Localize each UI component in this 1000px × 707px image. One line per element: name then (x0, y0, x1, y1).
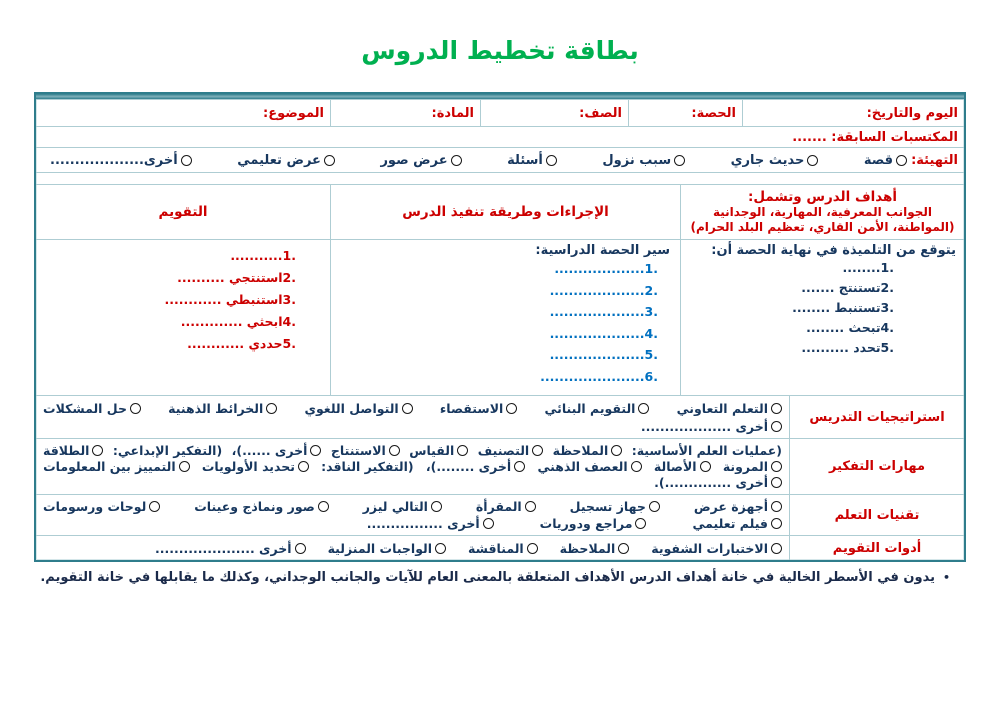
technologies-line-1 (43, 498, 782, 515)
warmup-option-presentation[interactable] (237, 153, 335, 168)
lesson-plan-page (0, 36, 1000, 586)
flow-item (339, 280, 662, 302)
item-number: 1. (282, 248, 296, 263)
radio-icon[interactable] (674, 155, 685, 166)
strategy-option-cooperative-learning[interactable] (677, 401, 782, 416)
option-label: تحديد الأولويات (201, 458, 295, 474)
field-cell-period[interactable] (628, 100, 742, 126)
option-label: الاختبارات الشفوية (651, 540, 768, 556)
expectation-item (689, 338, 898, 358)
option-label: القياس (409, 442, 455, 458)
flow-item (339, 258, 662, 280)
radio-icon[interactable] (92, 445, 103, 456)
option-label: عرض تعليمي (237, 152, 321, 168)
item-number: 5. (644, 347, 658, 362)
evaluation-tools-row (36, 535, 964, 560)
strategy-option-problem-solving[interactable] (43, 401, 141, 416)
evaluation-header-title: التقويم (158, 204, 208, 220)
thinking-line-2 (43, 458, 782, 474)
radio-icon[interactable] (389, 445, 400, 456)
thinking-option-other-critical[interactable] (654, 475, 782, 490)
expectation-item (689, 278, 898, 298)
option-label: الاستنتاج (330, 442, 386, 458)
lesson-plan-table (34, 92, 966, 562)
option-label: التعلم التعاوني (676, 400, 768, 416)
strategy-option-inquiry[interactable] (440, 401, 517, 416)
item-number: 3. (644, 304, 658, 319)
radio-icon[interactable] (483, 518, 494, 529)
footnote-text: يدون في الأسطر الخالية في خانة أهداف الدرس الأهداف المتعلقة بالمعنى العام للآيات والجانب الوجداني، وكذلك ما يقابلها في خانة التقويم. (40, 570, 935, 585)
radio-icon[interactable] (266, 403, 277, 414)
expectation-item (689, 298, 898, 318)
warmup-row (36, 147, 964, 172)
option-label: صور ونماذج وعينات (194, 499, 315, 514)
item-number: 2. (644, 282, 658, 298)
lesson-flow-list (339, 258, 672, 387)
option-label: أخرى ......)، (231, 442, 308, 458)
evaluation-list (44, 243, 322, 355)
technologies-line-2 (43, 515, 782, 532)
strategy-option-other[interactable] (641, 419, 782, 434)
item-text: .................... (549, 282, 645, 298)
tools-line-1 (43, 541, 782, 556)
radio-icon[interactable] (635, 518, 646, 529)
radio-icon[interactable] (181, 155, 192, 166)
radio-icon[interactable] (771, 461, 782, 472)
option-label: الخرائط الذهنية (168, 400, 264, 416)
radio-icon[interactable] (431, 501, 442, 512)
radio-icon[interactable] (525, 501, 536, 512)
footnote (30, 570, 950, 586)
radio-icon[interactable] (527, 543, 538, 554)
technologies-row (36, 494, 964, 535)
bullet-icon: • (942, 571, 950, 584)
warmup-option-revelation-reason[interactable] (602, 153, 685, 168)
thinking-line-3 (43, 475, 782, 491)
field-label-period: الحصة: (691, 105, 736, 121)
field-cell-class[interactable] (480, 100, 628, 126)
tool-option-other[interactable] (155, 541, 306, 556)
item-number: 2. (880, 280, 894, 295)
evaluation-item (44, 333, 300, 355)
objectives-body (681, 239, 964, 395)
header-fields-row (36, 100, 964, 126)
expectations-title: يتوقع من التلميذة في نهاية الحصة أن: (711, 243, 956, 258)
radio-icon[interactable] (457, 445, 468, 456)
tech-option-projectors[interactable] (694, 499, 782, 514)
item-number: 4. (282, 314, 296, 329)
option-label: التالي ليزر (362, 499, 428, 514)
strategies-row (36, 395, 964, 438)
procedures-header (331, 185, 680, 239)
objectives-header (681, 185, 964, 239)
option-label: أخرى ................ (366, 516, 480, 531)
item-number: 2. (282, 270, 296, 285)
radio-icon[interactable] (130, 403, 141, 414)
thinking-skills-row-label: مهارات التفكير (789, 439, 964, 494)
option-label: التواصل اللغوي (304, 400, 399, 416)
thinking-option-other-creative[interactable] (426, 459, 525, 474)
item-text: ........ (842, 260, 881, 275)
evaluation-item (44, 245, 300, 267)
option-label: أخرى ..................... (154, 540, 292, 556)
item-text: تحدد .......... (801, 340, 881, 355)
item-text: .................... (549, 325, 645, 341)
option-label: أخرى ................... (640, 418, 768, 434)
thinking-option-other-basic[interactable] (232, 443, 322, 458)
thinking-option-information-discrimination[interactable] (43, 459, 190, 474)
radio-icon[interactable] (506, 403, 517, 414)
thinking-option-originality[interactable] (654, 459, 711, 474)
radio-icon[interactable] (638, 403, 649, 414)
evaluation-body (36, 239, 330, 395)
option-label: الملاحظة (552, 442, 609, 458)
item-text: ابحثي ............. (180, 314, 283, 329)
item-number: 1. (880, 260, 894, 275)
option-label: الواجبات المنزلية (327, 540, 433, 556)
item-text: تستنتج ....... (801, 280, 881, 295)
radio-icon[interactable] (324, 155, 335, 166)
thinking-skills-content (36, 439, 789, 494)
thinking-option-flexibility[interactable] (723, 459, 782, 474)
field-cell-topic[interactable] (36, 100, 330, 126)
evaluation-column (36, 185, 330, 395)
item-text: ................... (554, 261, 645, 276)
technologies-row-label: تقنيات التعلم (789, 495, 964, 535)
tech-option-laser-pointer[interactable] (363, 499, 442, 514)
tool-option-oral-tests[interactable] (651, 541, 782, 556)
evaluation-item (44, 267, 300, 289)
main-section (36, 184, 964, 395)
evaluation-tools-content (36, 536, 789, 560)
field-label-topic: الموضوع: (263, 105, 324, 121)
field-cell-subject[interactable] (330, 100, 480, 126)
option-label: حديث جاري (730, 152, 805, 168)
flow-item (339, 301, 662, 323)
option-label: الاستقصاء (439, 400, 504, 416)
tech-option-boards-drawings[interactable] (43, 499, 160, 514)
warmup-option-questions[interactable] (507, 153, 557, 168)
option-label: قصة (863, 152, 894, 168)
radio-icon[interactable] (896, 155, 907, 166)
option-label: أخرى................... (50, 152, 178, 168)
tool-option-observation[interactable] (560, 541, 630, 556)
warmup-options (50, 153, 907, 168)
tool-option-homework[interactable] (328, 541, 446, 556)
option-label: التقويم البنائي (544, 400, 636, 416)
field-label-day-date: اليوم والتاريخ: (866, 105, 958, 121)
radio-icon[interactable] (310, 445, 321, 456)
thinking-line-1 (43, 442, 782, 458)
flow-item (339, 366, 662, 388)
expectation-item (689, 258, 898, 278)
radio-icon[interactable] (807, 155, 818, 166)
warmup-option-current-talk[interactable] (731, 153, 819, 168)
field-cell-day-date[interactable] (742, 100, 964, 126)
option-label: أخرى ..............). (654, 475, 768, 491)
objectives-column (680, 185, 964, 395)
item-text: .................... (549, 304, 645, 319)
thinking-option-prioritization[interactable] (202, 459, 309, 474)
evaluation-item (44, 311, 300, 333)
radio-icon[interactable] (298, 461, 309, 472)
warmup-option-story[interactable] (864, 153, 907, 168)
thinking-option-classification[interactable] (478, 443, 544, 458)
strategies-line-2 (43, 417, 782, 435)
radio-icon[interactable] (295, 543, 306, 554)
item-text: حددي ............ (187, 336, 283, 351)
radio-icon[interactable] (451, 155, 462, 166)
expectations-list (689, 258, 956, 358)
radio-icon[interactable] (318, 501, 329, 512)
radio-icon[interactable] (771, 543, 782, 554)
strategy-option-linguistic-communication[interactable] (304, 401, 412, 416)
item-text: .................... (549, 347, 645, 362)
tech-option-recorder[interactable] (570, 499, 660, 514)
objectives-header-title: أهداف الدرس وتشمل: (747, 189, 898, 205)
option-label: أجهزة عرض (693, 499, 768, 514)
tech-option-pictures-models-samples[interactable] (194, 499, 329, 514)
evaluation-item (44, 289, 300, 311)
evaluation-header (36, 185, 330, 239)
procedures-body (331, 239, 680, 395)
option-label: حل المشكلات (43, 400, 127, 416)
page-title: بطاقة تخطيط الدروس (361, 36, 639, 65)
radio-icon[interactable] (700, 461, 711, 472)
strategies-line-1 (43, 399, 782, 417)
field-label-subject: المادة: (431, 105, 474, 121)
item-text: تستنبط ........ (792, 300, 881, 315)
tech-option-other[interactable] (367, 516, 494, 531)
option-label: عرض صور (380, 152, 448, 168)
option-label: الأصالة (653, 458, 697, 474)
strategies-content (36, 396, 789, 438)
warmup-option-pictures[interactable] (380, 153, 461, 168)
tech-option-educational-film[interactable] (692, 516, 782, 531)
option-label: التصنيف (477, 442, 530, 458)
item-text: استنتجي .......... (177, 270, 283, 285)
tech-option-references-periodicals[interactable] (540, 516, 647, 531)
flow-item (339, 323, 662, 345)
radio-icon[interactable] (631, 461, 642, 472)
item-number: 4. (880, 320, 894, 335)
tool-option-discussion[interactable] (468, 541, 538, 556)
prior-learning-row (36, 126, 964, 147)
thinking-option-inference[interactable] (331, 443, 400, 458)
warmup-label: التهيئة: (911, 152, 958, 168)
option-label: الطلاقة (43, 442, 90, 458)
option-label: أخرى ........)، (425, 458, 512, 474)
field-label-class: الصف: (579, 105, 622, 121)
thinking-option-measurement[interactable] (409, 443, 468, 458)
option-label: الملاحظة (559, 540, 616, 556)
radio-icon[interactable] (514, 461, 525, 472)
radio-icon[interactable] (771, 518, 782, 529)
technologies-content (36, 495, 789, 535)
item-text: استنبطي ............ (164, 292, 283, 307)
thinking-group-critical: (التفكير الناقد: (321, 458, 414, 474)
radio-icon[interactable] (435, 543, 446, 554)
option-label: التمييز بين المعلومات (43, 458, 176, 474)
radio-icon[interactable] (149, 501, 160, 512)
radio-icon[interactable] (402, 403, 413, 414)
radio-icon[interactable] (649, 501, 660, 512)
item-number: 3. (880, 300, 894, 315)
empty-row (36, 172, 964, 184)
option-label: مراجع ودوريات (539, 516, 633, 531)
radio-icon[interactable] (771, 501, 782, 512)
radio-icon[interactable] (618, 543, 629, 554)
option-label: لوحات ورسومات (43, 499, 147, 514)
strategy-option-mind-maps[interactable] (168, 401, 277, 416)
strategy-option-formative-assessment[interactable] (544, 401, 649, 416)
radio-icon[interactable] (179, 461, 190, 472)
flow-item (339, 344, 662, 366)
item-text: ...................... (540, 368, 645, 384)
radio-icon[interactable] (546, 155, 557, 166)
item-number: 3. (282, 292, 296, 307)
item-text: تبحث ........ (806, 320, 881, 335)
item-number: 4. (644, 325, 658, 341)
thinking-group-basic-science: (عمليات العلم الأساسية: (631, 442, 782, 458)
thinking-group-creative: (التفكير الإبداعي: (112, 442, 223, 458)
item-number: 5. (880, 340, 894, 355)
item-number: 6. (644, 368, 658, 384)
radio-icon[interactable] (771, 403, 782, 414)
procedures-column (330, 185, 680, 395)
tech-option-reading-stand[interactable] (476, 499, 536, 514)
thinking-skills-row (36, 438, 964, 494)
radio-icon[interactable] (611, 445, 622, 456)
expectation-item (689, 318, 898, 338)
item-number: 1. (644, 261, 658, 276)
item-number: 5. (282, 336, 296, 351)
radio-icon[interactable] (771, 421, 782, 432)
option-label: فيلم تعليمي (692, 516, 768, 531)
warmup-option-other[interactable] (50, 153, 192, 168)
procedures-header-title: الإجراءات وطريقة تنفيذ الدرس (402, 204, 609, 220)
item-text: ........... (230, 248, 283, 263)
option-label: المناقشة (468, 540, 524, 556)
objectives-header-details: الجوانب المعرفية، المهارية، الوجدانية (المواطنة، الأمن القاري، تعظيم البلد الحرام) (690, 205, 955, 234)
option-label: سبب نزول (602, 152, 672, 168)
thinking-option-fluency[interactable] (43, 443, 103, 458)
evaluation-tools-row-label: أدوات التقويم (789, 536, 964, 560)
prior-learning-label: المكتسبات السابقة: ....... (792, 129, 958, 145)
option-label: العصف الذهني (537, 458, 628, 474)
thinking-option-brainstorming[interactable] (537, 459, 641, 474)
option-label: جهاز تسجيل (569, 499, 646, 514)
radio-icon[interactable] (532, 445, 543, 456)
option-label: المرونة (722, 458, 768, 474)
strategies-row-label: استراتيجيات التدريس (789, 396, 964, 438)
thinking-option-observation[interactable] (553, 443, 623, 458)
option-label: المقرأة (475, 499, 522, 514)
option-label: أسئلة (507, 152, 543, 168)
radio-icon[interactable] (771, 477, 782, 488)
lesson-flow-title: سير الحصة الدراسية: (535, 243, 670, 258)
